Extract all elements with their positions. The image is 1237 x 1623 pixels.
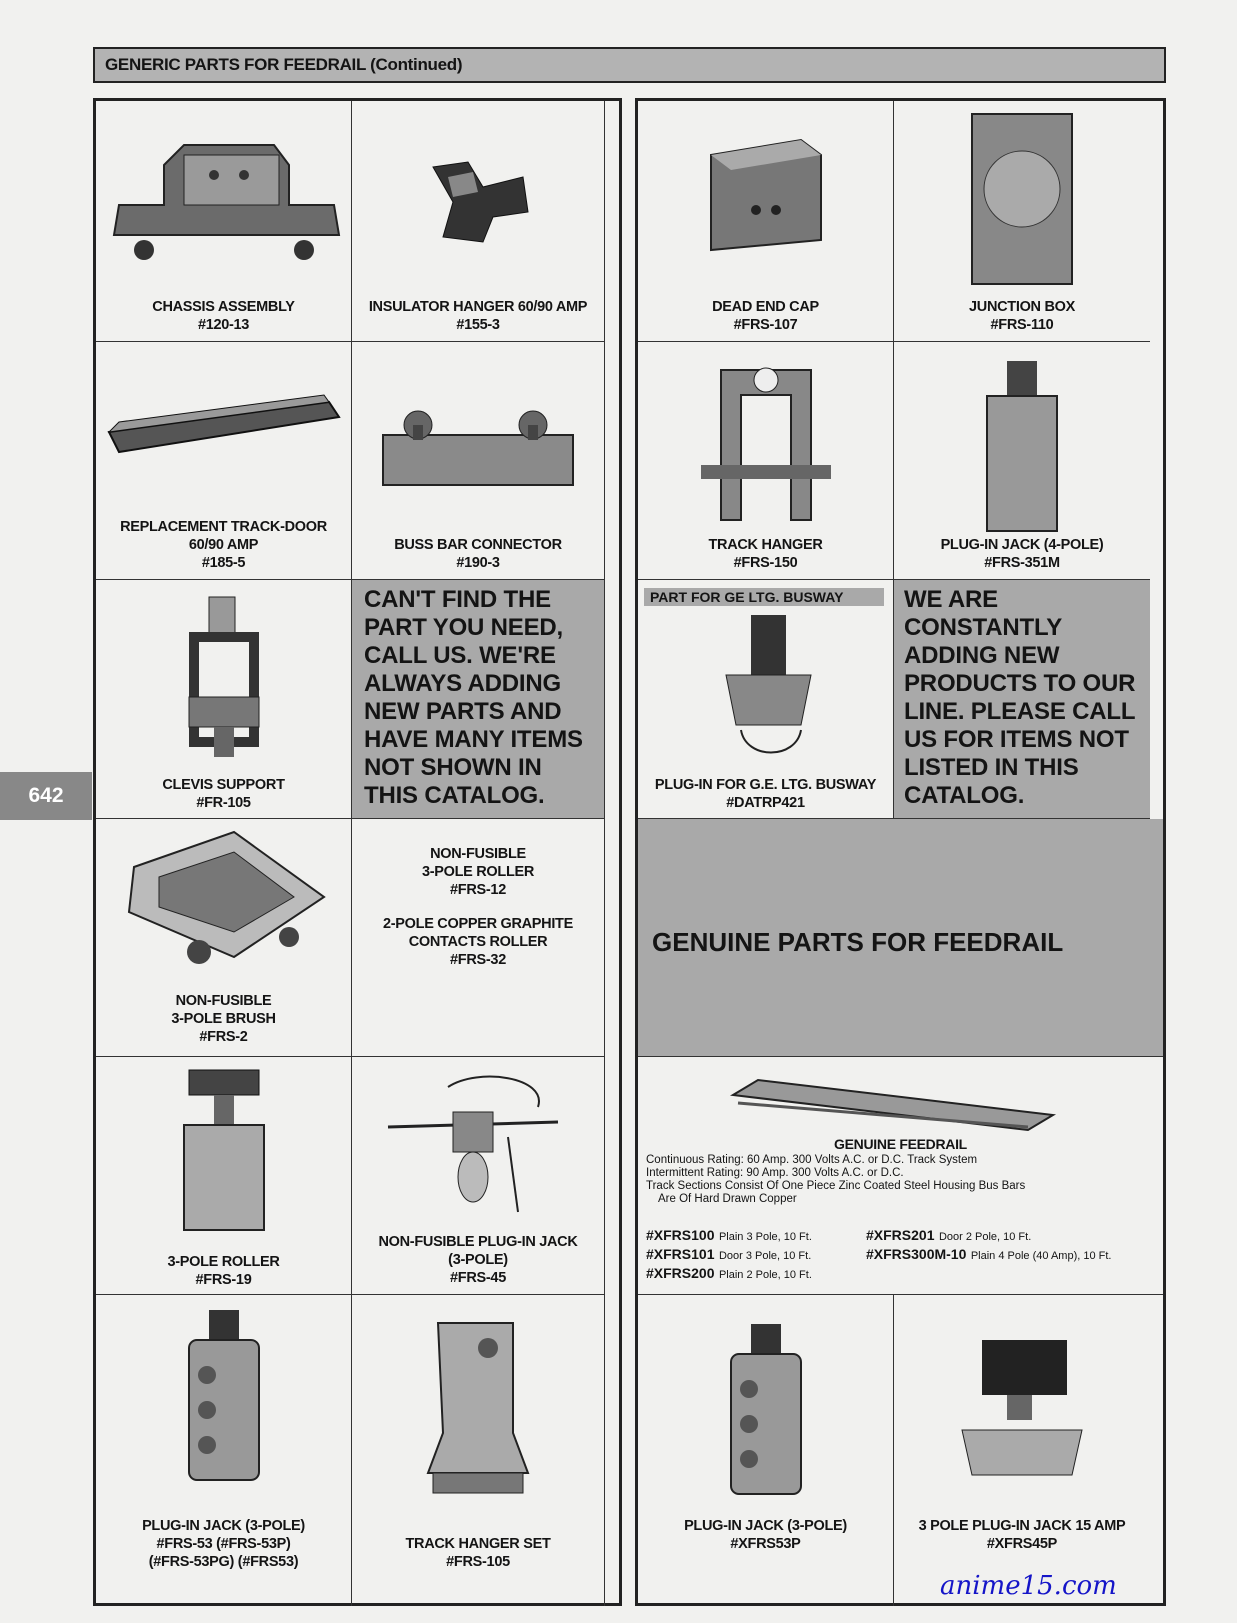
feedrail-codes-col1 <box>646 1227 812 1284</box>
roller-a-line1: NON-FUSIBLE <box>430 846 526 862</box>
promo-line: NEW PARTS AND <box>364 698 562 725</box>
product-replacement-track-door[interactable] <box>96 342 352 580</box>
product-genuine-feedrail[interactable] <box>638 1057 1163 1295</box>
product-track-hanger[interactable] <box>638 342 894 580</box>
product-name: DEAD END CAP <box>712 299 819 315</box>
product-name: TRACK HANGER SET <box>405 1536 551 1552</box>
plug-jack-icon <box>711 1319 821 1499</box>
product-ge-busway-plug[interactable] <box>638 580 894 819</box>
product-code: #185-5 <box>201 555 246 571</box>
section-header: GENERIC PARTS FOR FEEDRAIL (Continued) <box>93 47 1166 83</box>
track-door-icon <box>104 387 344 467</box>
product-chassis-assembly[interactable] <box>96 101 352 342</box>
product-name: CLEVIS SUPPORT <box>162 777 285 793</box>
product-code: #120-13 <box>197 317 250 333</box>
product-name: CHASSIS ASSEMBLY <box>152 299 295 315</box>
feedrail-spec: Are Of Hard Drawn Copper <box>658 1193 797 1205</box>
ge-plug-icon <box>706 610 826 760</box>
product-name: BUSS BAR CONNECTOR <box>394 537 562 553</box>
product-name-line1: NON-FUSIBLE <box>175 993 272 1009</box>
promo-line: WE ARE <box>904 586 998 613</box>
feedrail-icon <box>728 1075 1058 1135</box>
product-plug-in-jack-3-pole[interactable] <box>96 1295 352 1606</box>
product-name: TRACK HANGER <box>708 537 823 553</box>
plug-jack-icon <box>169 1305 279 1485</box>
plug-jack-4-icon <box>967 356 1077 536</box>
track-hanger-set-icon <box>418 1313 538 1503</box>
product-name-line2: (3-POLE) <box>448 1252 508 1268</box>
feedrail-spec: Track Sections Consist Of One Piece Zinc Coated Steel Housing Bus Bars <box>646 1180 1026 1192</box>
promo-line: NOT SHOWN IN <box>364 754 542 781</box>
dead-end-cap-icon <box>701 135 831 255</box>
chassis-icon <box>104 135 344 275</box>
clevis-icon <box>169 592 279 762</box>
promo-line: LISTED IN THIS <box>904 754 1079 781</box>
feedrail-code: #XFRS201 <box>866 1227 935 1243</box>
promo-line: US FOR ITEMS NOT <box>904 726 1129 753</box>
promo-line: CONSTANTLY <box>904 614 1063 641</box>
roller-icon <box>169 1065 279 1240</box>
feedrail-codes-col2 <box>866 1227 1111 1265</box>
product-name: INSULATOR HANGER 60/90 AMP <box>368 299 588 315</box>
product-non-fusible-plug-in-jack[interactable] <box>352 1057 605 1295</box>
product-xfrs53p[interactable] <box>638 1295 894 1606</box>
product-code: #XFRS53P <box>730 1536 801 1552</box>
product-code: #FRS-351M <box>984 555 1060 571</box>
product-name-line2: 60/90 AMP <box>188 537 259 553</box>
promo-line: PART YOU NEED, <box>364 614 564 641</box>
feedrail-code: #XFRS100 <box>646 1227 715 1243</box>
product-code: #FRS-19 <box>195 1272 252 1288</box>
plug-jack-wire-icon <box>378 1067 578 1217</box>
product-code: #XFRS45P <box>986 1536 1058 1552</box>
product-track-hanger-set[interactable] <box>352 1295 605 1606</box>
brush-icon <box>114 827 334 977</box>
product-code: #155-3 <box>456 317 500 333</box>
promo-line: CAN'T FIND THE <box>364 586 551 613</box>
promo-line: ADDING NEW <box>904 642 1060 669</box>
feedrail-title: GENUINE FEEDRAIL <box>834 1136 967 1152</box>
product-name: PLUG-IN FOR G.E. LTG. BUSWAY <box>654 777 877 793</box>
ge-busway-label: PART FOR GE LTG. BUSWAY <box>644 588 884 606</box>
product-name: 3 POLE PLUG-IN JACK 15 AMP <box>918 1518 1126 1534</box>
product-name-line2: 3-POLE BRUSH <box>171 1011 276 1027</box>
product-code: #FRS-45 <box>450 1270 506 1286</box>
promo-line: LINE. PLEASE CALL <box>904 698 1136 725</box>
feedrail-code: #XFRS300M-10 <box>866 1246 967 1262</box>
feedrail-code-desc: Door 3 Pole, 10 Ft. <box>718 1250 812 1262</box>
roller-a-code: #FRS-12 <box>450 882 506 898</box>
page-number: 642 <box>0 772 92 820</box>
promo-line: ALWAYS ADDING <box>364 670 561 697</box>
product-name: PLUG-IN JACK (3-POLE) <box>684 1518 847 1534</box>
product-code: #FRS-2 <box>199 1029 248 1045</box>
feedrail-code-desc: Plain 2 Pole, 10 Ft. <box>718 1269 812 1281</box>
product-3-pole-roller[interactable] <box>96 1057 352 1295</box>
feedrail-code: #XFRS200 <box>646 1265 715 1281</box>
product-xfrs45p[interactable] <box>894 1295 1150 1606</box>
feedrail-code-desc: Door 2 Pole, 10 Ft. <box>938 1231 1032 1243</box>
product-code: #FR-105 <box>196 795 251 811</box>
product-name: PLUG-IN JACK (3-POLE) <box>142 1518 305 1534</box>
feedrail-spec: Intermittent Rating: 90 Amp. 300 Volts A.C. or D.C. <box>646 1167 904 1179</box>
watermark: anime15.com <box>940 1571 1117 1601</box>
feedrail-code-desc: Plain 4 Pole (40 Amp), 10 Ft. <box>970 1250 1112 1262</box>
product-code: #FRS-150 <box>733 555 798 571</box>
roller-b-line1: 2-POLE COPPER GRAPHITE <box>383 916 573 932</box>
promo-left <box>352 580 605 819</box>
promo-line: HAVE MANY ITEMS <box>364 726 583 753</box>
product-name: PLUG-IN JACK (4-POLE) <box>940 537 1104 553</box>
insulator-hanger-icon <box>423 157 533 247</box>
product-code: #190-3 <box>456 555 500 571</box>
roller-b-line2: CONTACTS ROLLER <box>408 934 548 950</box>
product-name: JUNCTION BOX <box>969 299 1075 315</box>
junction-box-icon <box>962 109 1082 289</box>
product-plug-in-jack-4-pole[interactable] <box>894 342 1150 580</box>
promo-right <box>894 580 1150 819</box>
product-code-2: (#FRS-53PG) (#FRS53) <box>148 1554 299 1570</box>
track-hanger-icon <box>691 350 841 530</box>
right-panel <box>635 98 1166 1606</box>
promo-line: CALL US. WE'RE <box>364 642 556 669</box>
genuine-parts-banner <box>638 819 1163 1057</box>
product-code: #FRS-107 <box>733 317 798 333</box>
feedrail-code: #XFRS101 <box>646 1246 715 1262</box>
product-insulator-hanger[interactable] <box>352 101 605 342</box>
product-code: #FRS-53 (#FRS-53P) <box>156 1536 291 1552</box>
product-dead-end-cap[interactable] <box>638 101 894 342</box>
product-clevis-support[interactable] <box>96 580 352 819</box>
promo-line: THIS CATALOG. <box>364 782 545 809</box>
genuine-parts-title: GENUINE PARTS FOR FEEDRAIL <box>652 927 1064 957</box>
product-name-line1: REPLACEMENT TRACK-DOOR <box>120 519 327 535</box>
product-non-fusible-brush[interactable] <box>96 819 352 1057</box>
plug-jack-15-icon <box>952 1335 1092 1495</box>
roller-b-code: #FRS-32 <box>450 952 506 968</box>
feedrail-code-desc: Plain 3 Pole, 10 Ft. <box>718 1231 812 1243</box>
promo-line: PRODUCTS TO OUR <box>904 670 1136 697</box>
product-code: #DATRP421 <box>726 795 805 811</box>
feedrail-spec: Continuous Rating: 60 Amp. 300 Volts A.C. or D.C. Track System <box>646 1154 978 1166</box>
promo-line: CATALOG. <box>904 782 1025 809</box>
product-junction-box[interactable] <box>894 101 1150 342</box>
product-code: #FRS-110 <box>990 317 1054 333</box>
product-code: #FRS-105 <box>446 1554 510 1570</box>
product-buss-bar-connector[interactable] <box>352 342 605 580</box>
product-name-line1: NON-FUSIBLE PLUG-IN JACK <box>378 1234 578 1250</box>
roller-a-line2: 3-POLE ROLLER <box>421 864 535 880</box>
product-rollers[interactable] <box>352 819 605 1057</box>
left-panel <box>93 98 622 1606</box>
product-name: 3-POLE ROLLER <box>167 1254 280 1270</box>
buss-bar-icon <box>373 400 583 500</box>
